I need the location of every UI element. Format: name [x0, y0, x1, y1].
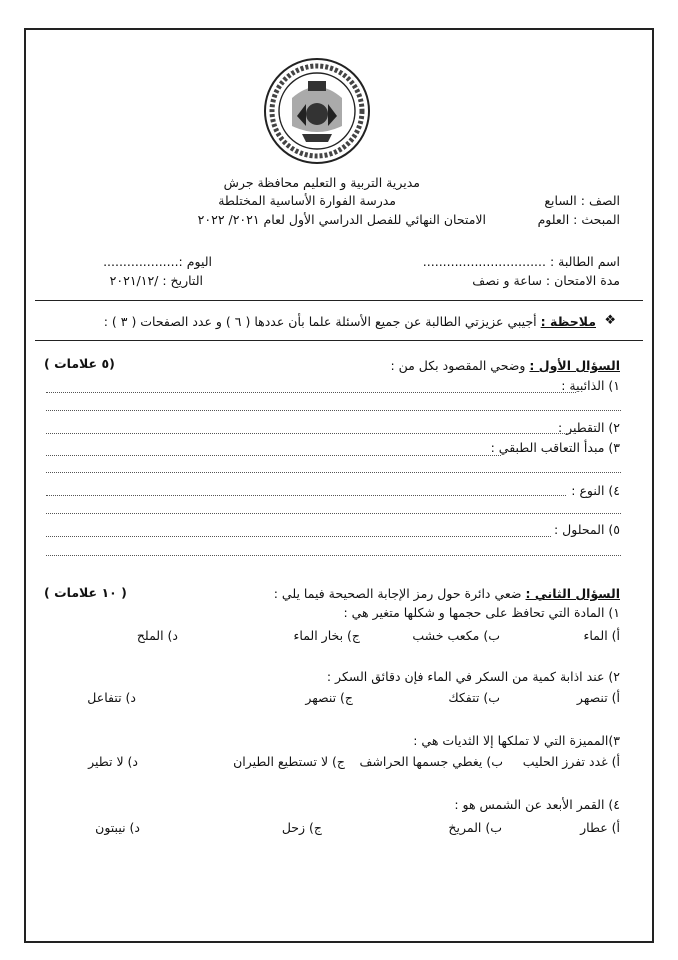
grade-label: الصف : السابع: [544, 193, 620, 208]
q2-1-option-c[interactable]: ج) بخار الماء: [293, 628, 360, 643]
q2-2-option-a[interactable]: أ) تنصهر: [576, 690, 620, 705]
q2-3-option-b[interactable]: ب) يغطي جسمها الحراشف: [359, 754, 503, 769]
q2-3-option-d[interactable]: د) لا تطير: [88, 754, 138, 769]
answer-line: [46, 555, 621, 556]
q2-question-2: ٢) عند اذابة كمية من السكر في الماء فإن دقائق السكر :: [326, 669, 620, 684]
q1-item-3: ٣) مبدأ التعاقب الطبقي :: [490, 440, 620, 455]
q2-title: السؤال الثاني :: [525, 586, 620, 601]
q1-item-2: ٢) التقطير :: [557, 420, 620, 435]
q2-question-3: ٣)المميزة التي لا تملكها إلا الثديات هي :: [413, 733, 620, 748]
date-field: التاريخ : /٢٠٢١/١٢: [109, 273, 203, 288]
top-separator: [35, 300, 643, 301]
four-diamond-bullet-icon: ❖: [604, 313, 616, 328]
q1-heading: [390, 358, 620, 373]
q1-instruction: وضحي المقصود بكل من :: [390, 358, 526, 373]
q2-2-option-b[interactable]: ب) تتفكك: [448, 690, 500, 705]
q2-question-1: ١) المادة التي تحافظ على حجمها و شكلها متغير هي :: [343, 605, 620, 620]
answer-line: [46, 433, 571, 434]
directorate-name: مديرية التربية و التعليم محافظة جرش: [223, 175, 420, 190]
q2-1-option-b[interactable]: ب) مكعب خشب: [412, 628, 500, 643]
q2-4-option-c[interactable]: ج) زحل: [281, 820, 322, 835]
q2-3-option-c[interactable]: ج) لا تستطيع الطيران: [233, 754, 345, 769]
q1-marks: (٥ علامات ): [44, 356, 115, 371]
exam-title: الامتحان النهائي للفصل الدراسي الأول لعام ٢٠٢١/ ٢٠٢٢: [197, 212, 486, 227]
q2-heading: [274, 586, 620, 601]
q2-3-option-a[interactable]: أ) غدد تفرز الحليب: [522, 754, 620, 769]
q1-item-5: ٥) المحلول :: [553, 522, 620, 537]
note-line: [104, 314, 596, 329]
q2-1-option-d[interactable]: د) الملح: [136, 628, 178, 643]
q2-instruction: ضعي دائرة حول رمز الإجابة الصحيحة فيما يلي :: [273, 586, 522, 601]
note-label: ملاحظة :: [540, 314, 596, 329]
answer-line: [46, 513, 621, 514]
q2-marks: ( ١٠ علامات ): [44, 585, 127, 600]
answer-line: [46, 410, 621, 411]
student-name-field: اسم الطالبة : ...............................: [422, 254, 620, 269]
answer-line: [46, 536, 551, 537]
answer-line: [46, 455, 501, 456]
duration-label: مدة الامتحان : ساعة و نصف: [472, 273, 620, 288]
q2-2-option-c[interactable]: ج) تنصهر: [305, 690, 353, 705]
q2-4-option-d[interactable]: د) نيبتون: [95, 820, 140, 835]
q2-4-option-b[interactable]: ب) المريخ: [448, 820, 502, 835]
answer-line: [46, 472, 621, 473]
answer-line: [46, 495, 566, 496]
day-field: اليوم :...................: [103, 254, 212, 269]
q2-1-option-a[interactable]: أ) الماء: [583, 628, 620, 643]
note-text: أجيبي عزيزتي الطالبة عن جميع الأسئلة علما بأن عددها ( ٦ ) و عدد الصفحات ( ٣ ) :: [103, 314, 537, 329]
q1-item-4: ٤) النوع :: [571, 483, 620, 498]
q1-title: السؤال الأول :: [529, 358, 620, 373]
q2-4-option-a[interactable]: أ) عطار: [580, 820, 620, 835]
jordan-emblem-logo: [262, 56, 372, 166]
q1-item-1: ١) الذائبية :: [561, 378, 620, 393]
q2-question-4: ٤) القمر الأبعد عن الشمس هو :: [454, 797, 620, 812]
note-separator: [35, 340, 643, 341]
answer-line: [46, 392, 576, 393]
school-name: مدرسة الفوارة الأساسية المختلطة: [218, 193, 396, 208]
q2-2-option-d[interactable]: د) تتفاعل: [87, 690, 136, 705]
subject-label: المبحث : العلوم: [537, 212, 620, 227]
